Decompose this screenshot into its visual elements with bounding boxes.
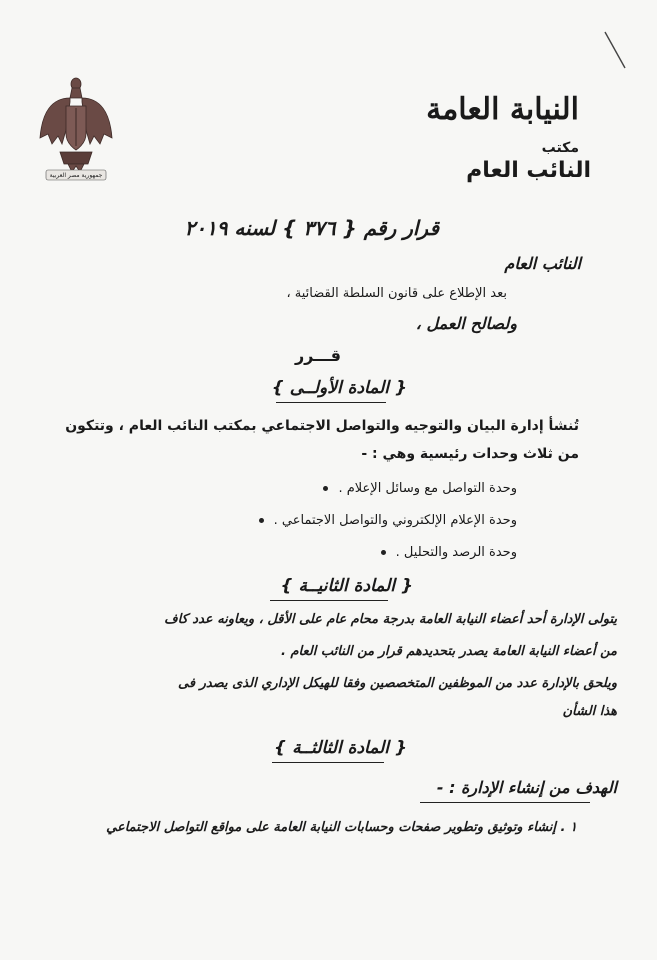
unit-2-label: وحدة الإعلام الإلكتروني والتواصل الاجتماعي . — [273, 513, 517, 528]
article2-heading: { المادة الثانيــة } — [280, 576, 413, 596]
goal-underline — [420, 802, 590, 803]
article1-line2: من ثلاث وحدات رئيسية وهي : - — [361, 446, 579, 462]
list-item — [259, 510, 517, 542]
bullet-icon — [381, 550, 386, 555]
article2-underline — [270, 600, 388, 601]
pen-mark-decoration — [601, 28, 629, 72]
goal-heading: الهدف من إنشاء الإدارة : - — [436, 778, 617, 797]
org-name: النيابة العامة — [426, 92, 579, 127]
article3-underline — [272, 762, 384, 763]
article1-underline — [276, 402, 386, 403]
article3-heading: { المادة الثالثــة } — [274, 738, 407, 758]
bullet-icon — [323, 486, 328, 491]
unit-1-label: وحدة التواصل مع وسائل الإعلام . — [338, 481, 517, 496]
decided-heading: قـــرر — [294, 346, 341, 365]
office-label: مكتب — [541, 140, 579, 156]
work-interest-text: ولصالح العمل ، — [415, 314, 517, 333]
bullet-icon — [259, 518, 264, 523]
authority-heading: النائب العام — [504, 254, 581, 273]
article1-heading: { المادة الأولــى } — [271, 378, 407, 398]
eagle-emblem-icon — [38, 72, 114, 184]
article1-line1: تُنشأ إدارة البيان والتوجيه والتواصل الاجتماعي بمكتب النائب العام ، وتتكون — [65, 418, 579, 434]
after-review-text: بعد الإطلاع على قانون السلطة القضائية ، — [286, 286, 507, 301]
article2-line3: ويلحق بالإدارة عدد من الموظفين المتخصصين وفقا للهيكل الإداري الذى يصدر فى — [178, 676, 617, 691]
article2-line1: يتولى الإدارة أحد أعضاء النيابة العامة بدرجة محام عام على الأقل ، ويعاونه عدد كاف — [164, 612, 617, 627]
article2-line4: هذا الشأن — [562, 704, 617, 719]
list-item — [259, 478, 517, 510]
goal-item-1: ١ . إنشاء وتوثيق وتطوير صفحات وحسابات النيابة العامة على مواقع التواصل الاجتماعي — [106, 820, 577, 835]
office-name: النائب العام — [466, 158, 591, 183]
article2-line2: من أعضاء النيابة العامة يصدر بتحديدهم قرار من النائب العام . — [280, 644, 617, 659]
list-item — [259, 542, 517, 574]
decision-title: قرار رقم { ٣٧٦ } لسنه ٢٠١٩ — [184, 216, 439, 240]
unit-3-label: وحدة الرصد والتحليل . — [395, 545, 517, 560]
emblem-caption: جمهورية مصر العربية — [49, 172, 103, 179]
units-list — [259, 478, 517, 574]
